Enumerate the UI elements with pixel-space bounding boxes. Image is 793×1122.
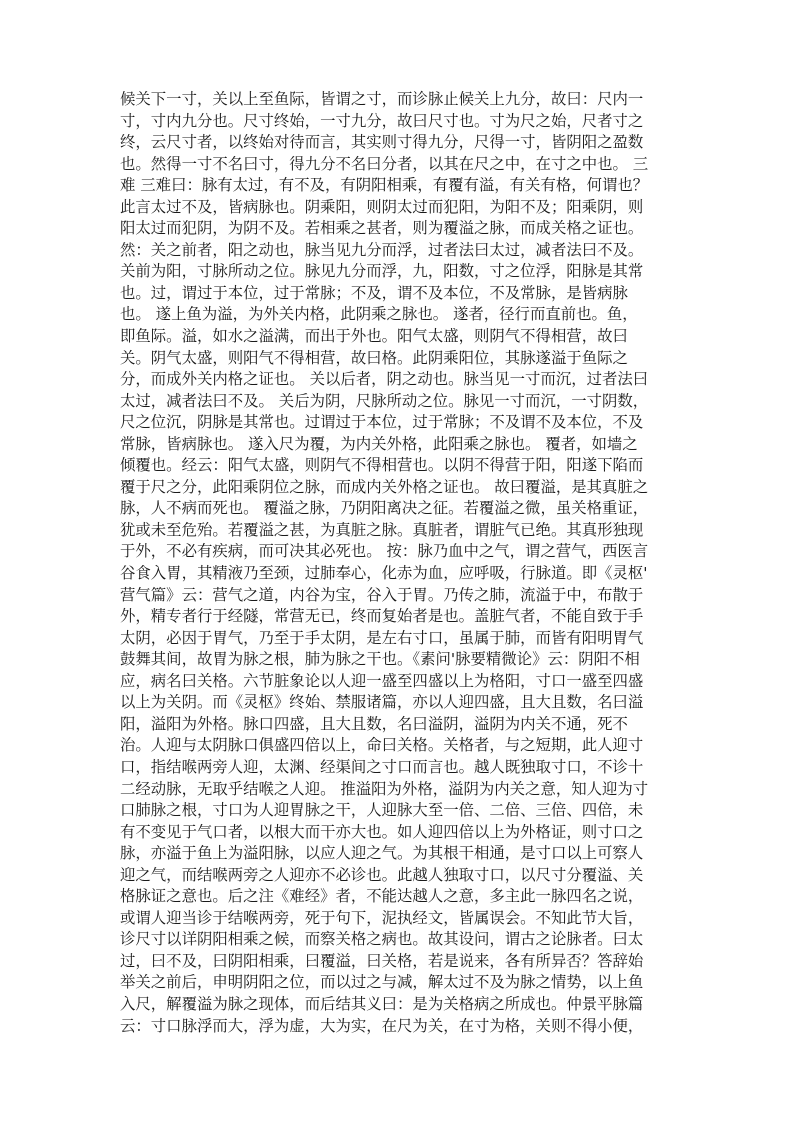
text-line: 口，指结喉两旁人迎，太渊、经渠间之寸口而言也。越人既独取寸口，不诊十 bbox=[120, 757, 644, 776]
text-line: 也。过，谓过于本位，过于常脉；不及，谓不及本位，不及常脉，是皆病脉 bbox=[120, 283, 628, 302]
text-line: 倾覆也。经云：阳气太盛，则阴气不得相营也。以阴不得营于阳，阳遂下陷而 bbox=[120, 456, 644, 475]
text-line: 太阴，必因于胃气，乃至于手太阴，是左右寸口，虽属于肺，而皆有阳明胃气 bbox=[120, 628, 644, 647]
text-line: 举关之前后，申明阴阳之位，而以过之与减，解太过不及为脉之情势，以上鱼 bbox=[120, 973, 644, 992]
text-line: 此言太过不及，皆病脉也。阴乘阳，则阴太过而犯阳，为阳不及；阳乘阴，则 bbox=[120, 197, 644, 216]
text-line: 或谓人迎当诊于结喉两旁，死于句下，泥执经文，皆属误会。不知此节大旨， bbox=[120, 908, 644, 927]
text-line: 也。 遂上鱼为溢，为外关内格，此阴乘之脉也。 遂者，径行而直前也。鱼， bbox=[120, 305, 638, 324]
text-line: 口肺脉之根，寸口为人迎胃脉之干，人迎脉大至一倍、二倍、三倍、四倍，未 bbox=[120, 801, 644, 820]
text-line: 二经动脉，无取乎结喉之人迎。 推溢阳为外格，溢阴为内关之意，知人迎为寸 bbox=[120, 779, 649, 798]
text-line: 犹或未至危殆。若覆溢之甚，为真脏之脉。真脏者，谓脏气已绝。其真形独现 bbox=[120, 520, 644, 539]
text-line: 常脉，皆病脉也。 遂入尺为覆，为内关外格，此阳乘之脉也。 覆者，如墙之 bbox=[120, 434, 638, 453]
text-line: 候关下一寸，关以上至鱼际，皆谓之寸，而诊脉止候关上九分，故曰：尺内一 bbox=[120, 90, 644, 108]
text-line: 于外，不必有疾病，而可决其必死也。 按：脉乃血中之气，谓之营气，西医言 bbox=[120, 542, 649, 561]
text-line: 终，云尺寸者，以终始对待而言，其实则寸得九分，尺得一寸，皆阴阳之盈数 bbox=[120, 133, 644, 152]
text-line: 分，而成外关内格之证也。 关以后者，阴之动也。脉当见一寸而沉，过者法曰 bbox=[120, 370, 649, 389]
text-line: 应，病名曰关格。六节脏象论以人迎一盛至四盛以上为格阳，寸口一盛至四盛 bbox=[120, 671, 644, 690]
text-line: 寸，寸内九分也。尺寸终始，一寸九分，故曰尺寸也。寸为尺之始，尺者寸之 bbox=[120, 111, 644, 130]
text-line: 难 三难曰：脉有太过，有不及，有阴阳相乘，有覆有溢，有关有格，何谓也？ bbox=[120, 176, 649, 195]
text-line: 关前为阳，寸脉所动之位。脉见九分而浮，九，阳数，寸之位浮，阳脉是其常 bbox=[120, 262, 644, 281]
text-line: 格脉证之意也。后之注《难经》者，不能达越人之意，多主此一脉四名之说， bbox=[120, 887, 644, 906]
text-line: 太过，减者法曰不及。 关后为阴，尺脉所动之位。脉见一寸而沉，一寸阴数， bbox=[120, 391, 649, 410]
text-line: 云：寸口脉浮而大，浮为虚，大为实，在尺为关，在寸为格，关则不得小便， bbox=[120, 1016, 644, 1035]
text-line: 覆于尺之分，此阳乘阴位之脉，而成内关外格之证也。 故曰覆溢，是其真脏之 bbox=[120, 477, 649, 496]
text-line: 营气篇》云：营气之道，内谷为宝，谷入于胃。乃传之肺，流溢于中，布散于 bbox=[120, 585, 644, 604]
text-line: 外，精专者行于经隧，常营无已，终而复始者是也。盖脏气者，不能自致于手 bbox=[120, 607, 644, 626]
document-page bbox=[120, 89, 676, 1037]
text-line: 诊尺寸以详阴阳相乘之候，而察关格之病也。故其设问，谓古之论脉者。曰太 bbox=[120, 930, 644, 949]
text-line: 关。阴气太盛，则阳气不得相营，故曰格。此阴乘阳位，其脉遂溢于鱼际之 bbox=[120, 348, 628, 367]
text-line: 脉，亦溢于鱼上为溢阳脉，以应人迎之气。为其根干相通，是寸口以上可察人 bbox=[120, 844, 644, 863]
text-line: 入尺，解覆溢为脉之现体，而后结其义曰：是为关格病之所成也。仲景平脉篇 bbox=[120, 994, 644, 1013]
text-line: 有不变见于气口者，以根大而干亦大也。如人迎四倍以上为外格证，则寸口之 bbox=[120, 822, 644, 841]
text-line: 脉，人不病而死也。 覆溢之脉，乃阴阳离决之征。若覆溢之微，虽关格重证， bbox=[120, 499, 649, 518]
text-line: 鼓舞其间，故胃为脉之根，肺为脉之干也。《素问'脉要精微论》云：阴阳不相 bbox=[120, 650, 640, 669]
text-line: 迎之气，而结喉两旁之人迎亦不必诊也。此越人独取寸口，以尺寸分覆溢、关 bbox=[120, 865, 644, 884]
text-line: 尺之位沉，阴脉是其常也。过谓过于本位，过于常脉；不及谓不及本位，不及 bbox=[120, 413, 644, 432]
text-line: 也。然得一寸不名曰寸，得九分不名曰分者，以其在尺之中，在寸之中也。 三 bbox=[120, 154, 649, 173]
text-line: 谷食入胃，其精液乃至颈，过肺奉心，化赤为血，应呼吸，行脉道。即《灵枢' bbox=[120, 564, 648, 583]
text-line: 过，曰不及，曰阴阳相乘，曰覆溢，曰关格，若是说来，各有所异否？答辞始 bbox=[120, 951, 644, 970]
text-line: 然：关之前者，阳之动也，脉当见九分而浮，过者法曰太过，减者法曰不及。 bbox=[120, 240, 644, 259]
text-line: 阳，溢阳为外格。脉口四盛，且大且数，名曰溢阴，溢阴为内关不通，死不 bbox=[120, 714, 628, 733]
text-line: 治。人迎与太阴脉口俱盛四倍以上，命曰关格。关格者，与之短期，此人迎寸 bbox=[120, 736, 644, 755]
text-line: 阳太过而犯阴，为阴不及。若相乘之甚者，则为覆溢之脉，而成关格之证也。 bbox=[120, 219, 644, 238]
text-line: 以上为关阴。而《灵枢》终始、禁服诸篇，亦以人迎四盛，且大且数，名曰溢 bbox=[120, 693, 644, 712]
text-line: 即鱼际。溢，如水之溢满，而出于外也。阳气太盛，则阴气不得相营，故曰 bbox=[120, 327, 628, 346]
